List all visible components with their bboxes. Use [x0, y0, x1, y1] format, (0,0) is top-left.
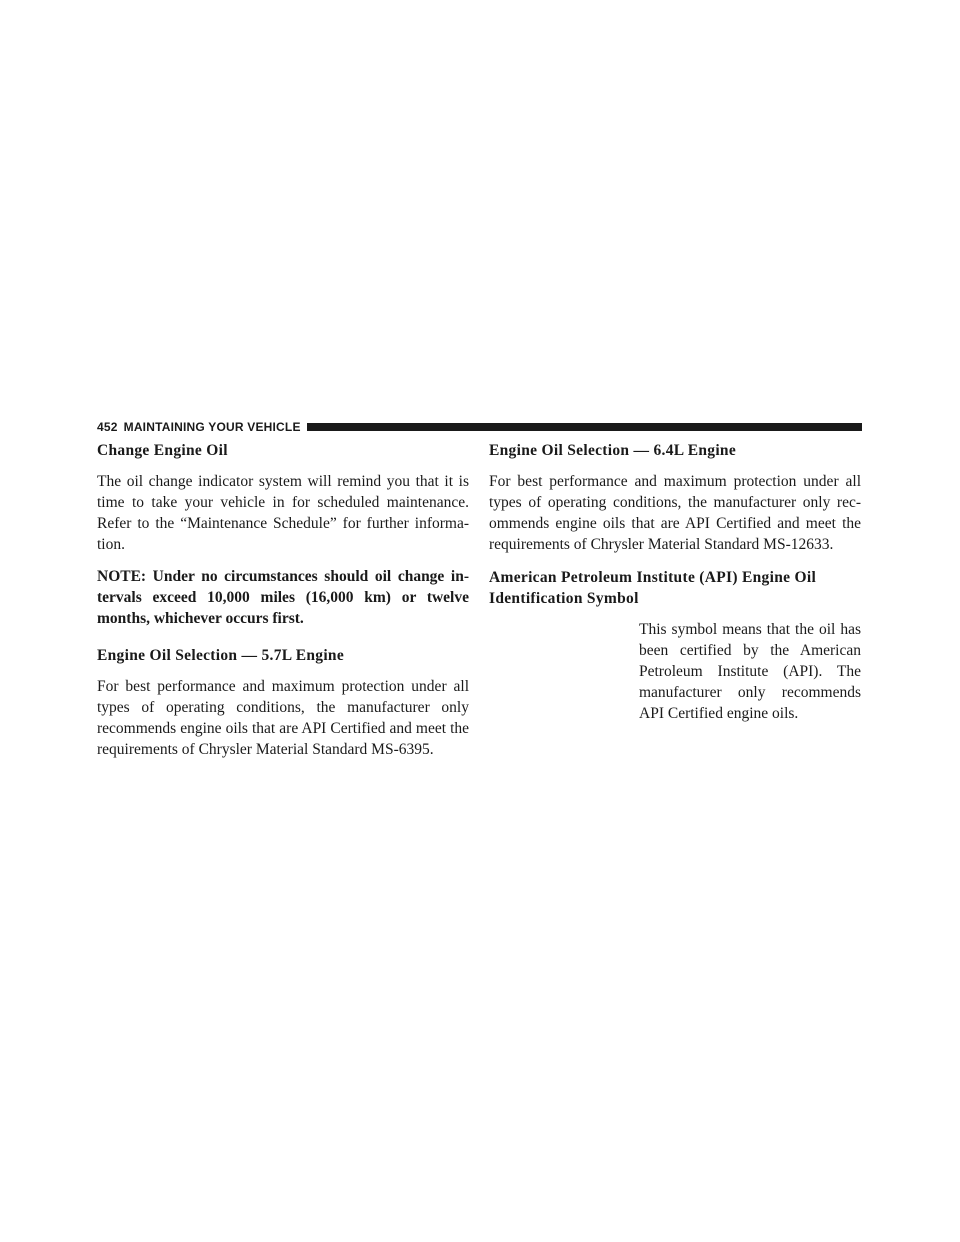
section-title: MAINTAINING YOUR VEHICLE [123, 420, 301, 434]
right-column [489, 440, 861, 724]
header-rule [307, 423, 862, 431]
api-symbol-body: This symbol means that the oil has been certified by the American Petroleum Institute (API). The manufacturer only recommends API Certified engine oils. [639, 621, 861, 722]
page-header [97, 419, 862, 435]
change-oil-note: NOTE: Under no circumstances should oil change in- tervals exceed 10,000 miles (16,000 km) or twelve months, whichever occurs first. [97, 568, 469, 627]
api-symbol-heading: American Petroleum Institute (API) Engine Oil Identification Symbol [489, 569, 817, 607]
oil-selection-57-heading: Engine Oil Selection — 5.7L Engine [97, 647, 345, 664]
change-oil-body: The oil change indicator system will remind you that it is time to take your vehicle in for scheduled maintenance. Refer to the “Maintenance Schedule” for further informa- tion. [97, 473, 469, 553]
change-oil-heading: Change Engine Oil [97, 442, 228, 459]
oil-selection-64-heading: Engine Oil Selection — 6.4L Engine [489, 442, 737, 459]
api-symbol-placeholder [489, 619, 639, 724]
oil-selection-64-body: For best performance and maximum protection under all types of operating conditions, the manufacturer only rec- ommends engine oils that are API Certified and meet the requirements of Chrysler Material Standard MS-12633. [489, 473, 861, 553]
oil-selection-57-body: For best performance and maximum protection under all types of operating conditions, the manufacturer only recommends engine oils that are API Certified and meet the requirements of Chrysler Material Standard MS-6395. [97, 678, 469, 758]
left-column [97, 440, 469, 771]
page-number: 452 [97, 420, 118, 434]
api-symbol-row [489, 619, 861, 724]
